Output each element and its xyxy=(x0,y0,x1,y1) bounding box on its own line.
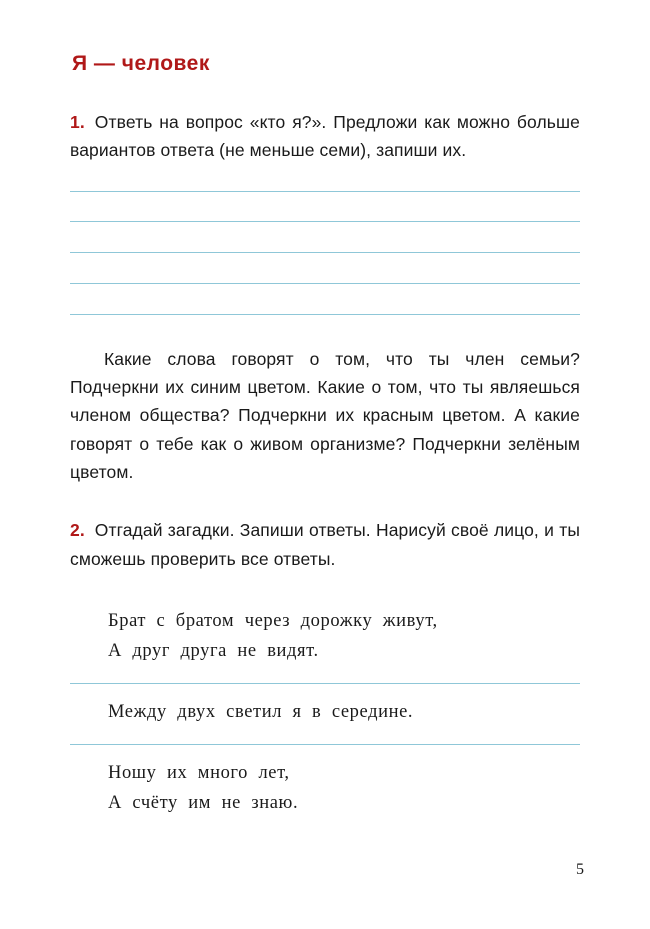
riddle-list xyxy=(70,593,580,835)
riddle-line: А счёту им не знаю. xyxy=(108,792,299,813)
riddle-item xyxy=(70,744,580,835)
riddle-line: Между двух светил я в середине. xyxy=(108,702,414,723)
riddle-line: А друг друга не видят. xyxy=(108,641,319,662)
answer-line[interactable] xyxy=(70,222,580,253)
riddle-item xyxy=(70,593,580,683)
page-number: 5 xyxy=(576,861,584,878)
riddle-item xyxy=(70,683,580,744)
task-2-number: 2. xyxy=(70,520,85,541)
task-1-text: Ответь на вопрос «кто я?». Предложи как можно больше вариантов ответа (не меньше семи), запиши их. xyxy=(70,112,580,161)
instruction-paragraph: Какие слова говорят о том, что ты член семьи? Подчеркни их синим цветом. Какие о том, что ты являешься членом общества? Подчеркни их красным цветом. А какие говорят о тебе как о живом организме? Подчеркни зелёным цветом. xyxy=(70,348,580,483)
page-title: Я — человек xyxy=(72,52,210,75)
task-1-number: 1. xyxy=(70,112,85,132)
answer-line[interactable] xyxy=(70,253,580,284)
task-2-text: Отгадай загадки. Запиши ответы. Нарисуй своё лицо, и ты сможешь проверить все ответы. xyxy=(70,520,580,569)
answer-line[interactable] xyxy=(70,191,580,222)
riddle-line: Брат с братом через дорожку живут, xyxy=(108,611,438,632)
task-1 xyxy=(70,108,580,165)
task-2 xyxy=(70,516,580,573)
page-content xyxy=(70,52,580,835)
answer-lines[interactable] xyxy=(70,191,580,315)
answer-line[interactable] xyxy=(70,284,580,315)
riddle-line: Ношу их много лет, xyxy=(108,763,290,783)
